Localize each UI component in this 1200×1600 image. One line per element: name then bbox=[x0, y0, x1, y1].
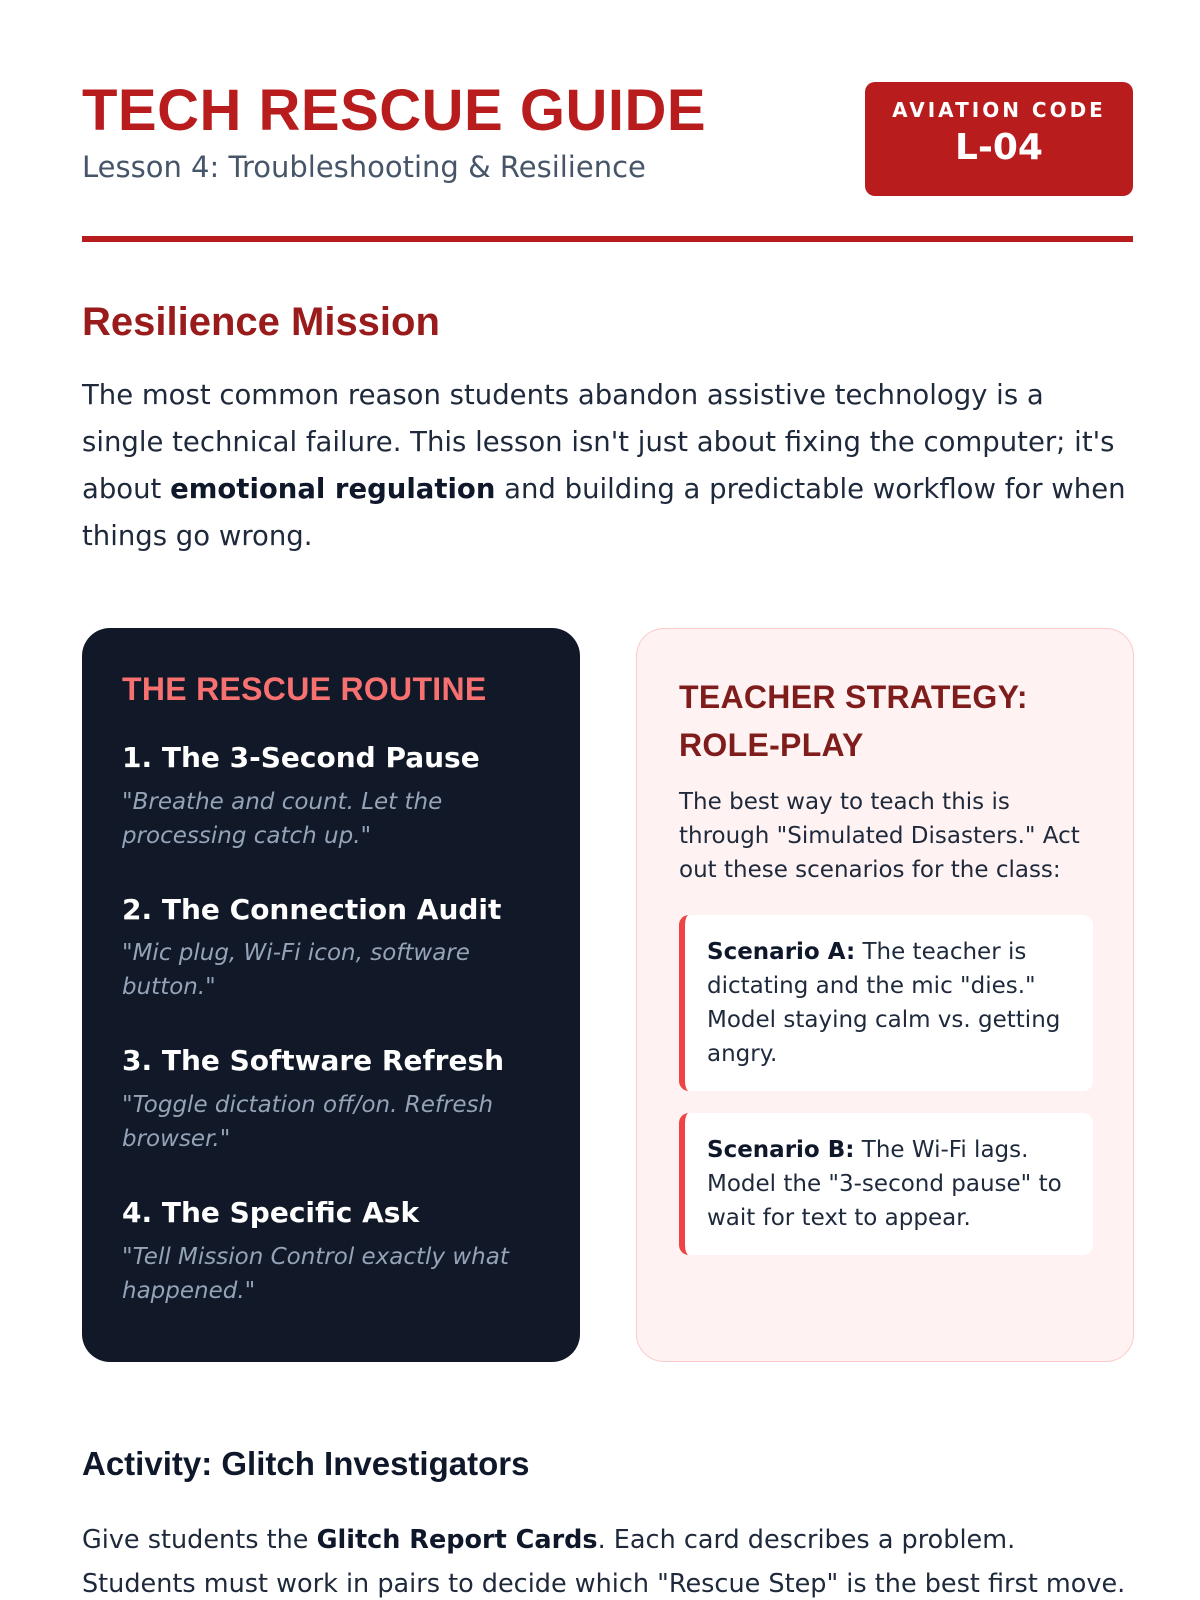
header-divider bbox=[82, 236, 1133, 242]
routine-step bbox=[122, 741, 540, 853]
activity-text-end: . Each card describes a problem. Students must work in pairs to decide which "Rescue Step" is the best first move. bbox=[82, 1525, 1126, 1599]
step-title: 3. The Software Refresh bbox=[122, 1044, 505, 1078]
strategy-heading-line-2: ROLE-PLAY bbox=[679, 727, 864, 763]
scenario-text: The Wi-Fi lags. Model the "3-second pause" to wait for text to appear. bbox=[707, 1137, 1062, 1231]
scenario-label: Scenario B: bbox=[707, 1137, 855, 1163]
page-header bbox=[82, 80, 1133, 242]
routine-heading: THE RESCUE ROUTINE bbox=[122, 671, 487, 707]
step-quote: "Mic plug, Wi-Fi icon, software button." bbox=[122, 940, 470, 1001]
page-title: TECH RESCUE GUIDE bbox=[82, 78, 707, 143]
mission-text-emphasis: emotional regulation bbox=[170, 473, 496, 505]
strategy-heading bbox=[679, 673, 1093, 769]
strategy-heading-line-1: TEACHER STRATEGY: bbox=[679, 679, 1028, 715]
step-title: 4. The Specific Ask bbox=[122, 1195, 420, 1229]
routine-step bbox=[122, 893, 540, 1005]
badge-code: L-04 bbox=[955, 127, 1043, 168]
mission-paragraph bbox=[82, 372, 1130, 560]
mission-text-start: The most common reason students abandon assistive technology is a single technical failure. This lesson isn't just about fixing the computer; it's about bbox=[82, 379, 1115, 505]
step-title: 2. The Connection Audit bbox=[122, 892, 502, 926]
activity-text-emphasis: Glitch Report Cards bbox=[316, 1525, 598, 1555]
activity-paragraph bbox=[82, 1518, 1130, 1600]
step-quote: "Breathe and count. Let the processing catch up." bbox=[122, 788, 443, 849]
strategy-intro: The best way to teach this is through "Simulated Disasters." Act out these scenarios for the class: bbox=[679, 789, 1080, 883]
scenario-label: Scenario A: bbox=[707, 939, 856, 965]
mission-heading: Resilience Mission bbox=[82, 300, 440, 344]
teacher-strategy-card bbox=[636, 628, 1134, 1362]
rescue-routine-card bbox=[82, 628, 580, 1362]
step-title: 1. The 3-Second Pause bbox=[122, 741, 480, 775]
routine-step bbox=[122, 1196, 540, 1308]
routine-step bbox=[122, 1044, 540, 1156]
activity-text-start: Give students the bbox=[82, 1525, 317, 1555]
step-quote: "Toggle dictation off/on. Refresh browser." bbox=[122, 1091, 494, 1152]
mission-text-end: and building a predictable workflow for when things go wrong. bbox=[82, 473, 1126, 552]
lesson-subtitle: Lesson 4: Troubleshooting & Resilience bbox=[82, 150, 646, 184]
step-quote: "Tell Mission Control exactly what happened." bbox=[122, 1243, 509, 1304]
routine-steps bbox=[122, 741, 540, 1307]
scenario-card-a bbox=[679, 915, 1093, 1091]
scenario-text: The teacher is dictating and the mic "dies." Model staying calm vs. getting angry. bbox=[707, 939, 1061, 1067]
aviation-code-badge bbox=[865, 82, 1133, 196]
scenario-card-b bbox=[679, 1113, 1093, 1255]
activity-heading: Activity: Glitch Investigators bbox=[82, 1445, 530, 1482]
badge-label: AVIATION CODE bbox=[892, 98, 1106, 122]
